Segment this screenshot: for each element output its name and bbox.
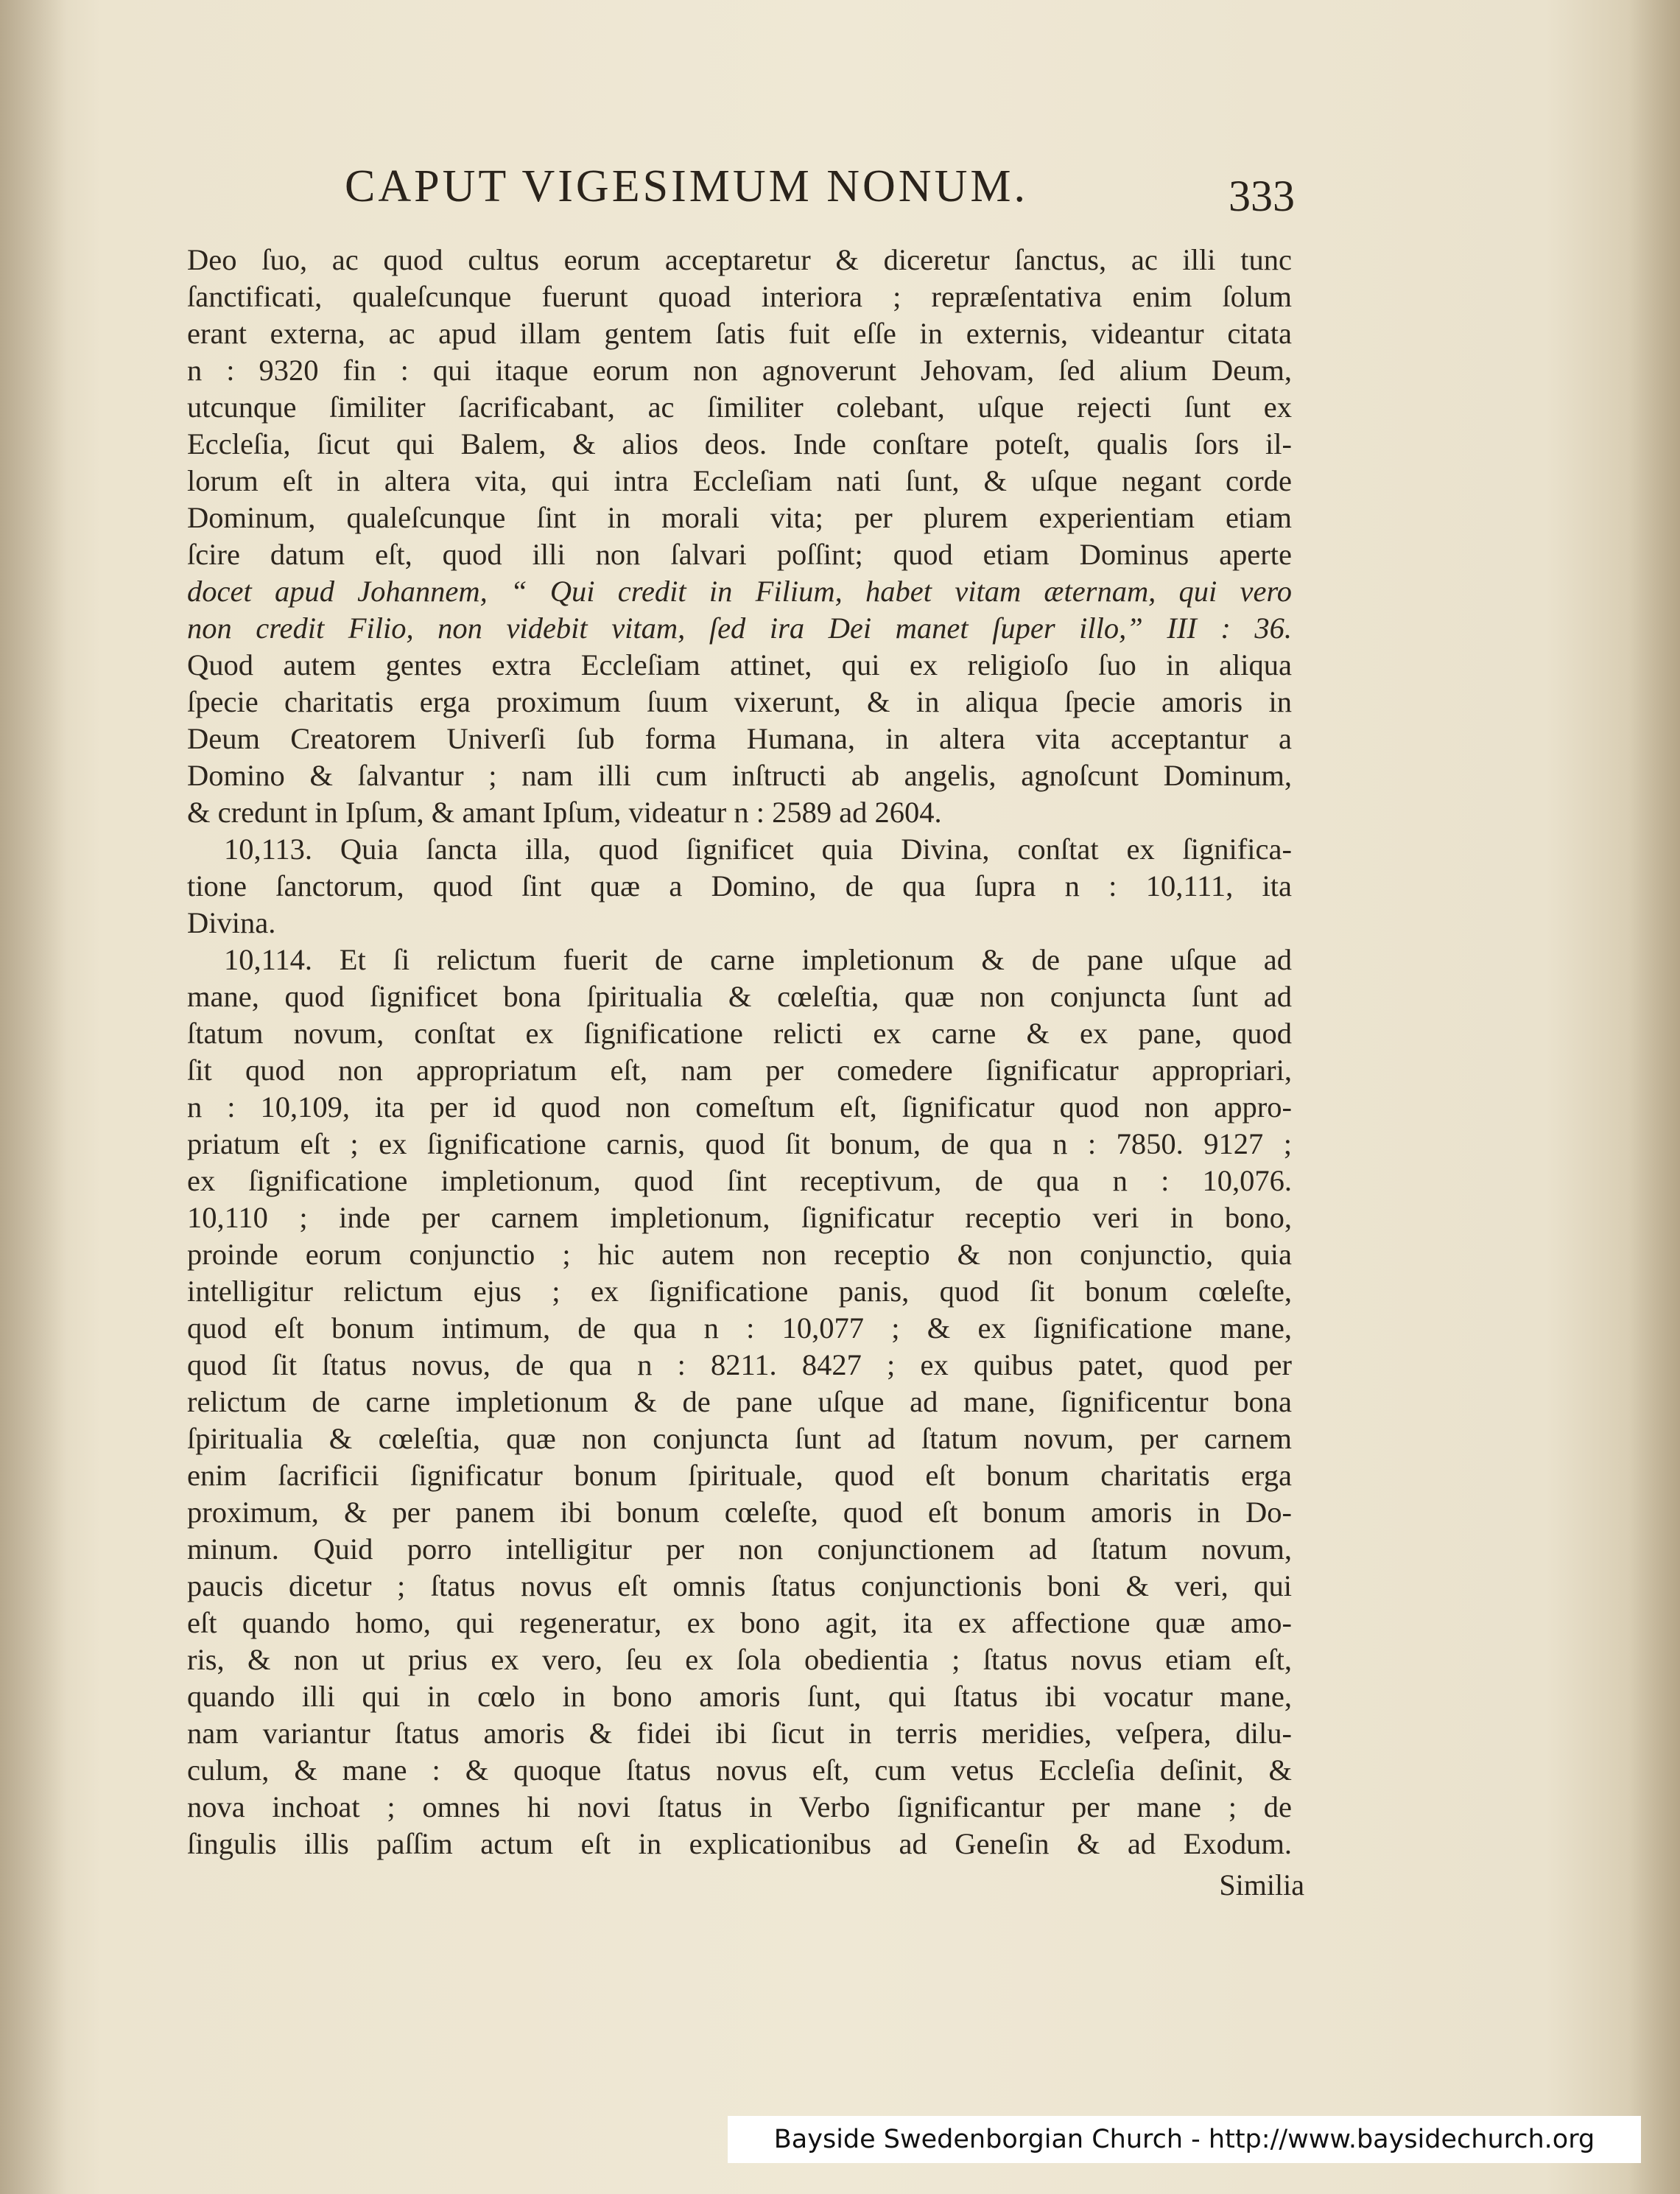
text-line: erant externa, ac apud illam gentem ſatis fuit eſſe in externis, videantur citata [187,317,1292,350]
text-line: Deum Creatorem Univerſi ſub forma Humana, in altera vita acceptantur a [187,722,1292,755]
text-line: Divina. [187,906,276,939]
text-line: & credunt in Ipſum, & amant Ipſum, videatur n : 2589 ad 2604. [187,796,942,829]
text-line: quod eſt bonum intimum, de qua n : 10,077 ; & ex ſignificatione mane, [187,1311,1292,1345]
text-line: mane, quod ſignificet bona ſpiritualia & cœleſtia, quæ non conjuncta ſunt ad [187,980,1292,1013]
text-line: quando illi qui in cœlo in bono amoris ſunt, qui ſtatus ibi vocatur mane, [187,1680,1292,1713]
text-line: proinde eorum conjunctio ; hic autem non receptio & non conjunctio, quia [187,1238,1292,1271]
text-line: ſanctificati, qualeſcunque fuerunt quoad interiora ; repræſentativa enim ſolum [187,280,1292,313]
text-line: proximum, & per panem ibi bonum cœleſte, quod eſt bonum amoris in Do- [187,1496,1292,1529]
text-line: utcunque ſimiliter ſacrificabant, ac ſimiliter colebant, uſque rejecti ſunt ex [187,390,1292,424]
text-line: intelligitur relictum ejus ; ex ſignificatione panis, quod ſit bonum cœleſte, [187,1275,1292,1308]
text-line: ſcire datum eſt, quod illi non ſalvari poſſint; quod etiam Dominus aperte [187,538,1292,571]
text-line: Quod autem gentes extra Eccleſiam attinet, qui ex religioſo ſuo in aliqua [187,648,1292,681]
text-line: 10,113. Quia ſancta illa, quod ſignificet quia Divina, conſtat ex ſignifica- [224,833,1292,866]
text-line: ſingulis illis paſſim actum eſt in explicationibus ad Geneſin & ad Exodum. [187,1827,1292,1860]
text-line: minum. Quid porro intelligitur per non conjunctionem ad ſtatum novum, [187,1532,1292,1566]
text-line: ſtatum novum, conſtat ex ſignificatione relicti ex carne & ex pane, quod [187,1017,1292,1050]
page-number: 333 [1229,172,1295,220]
text-line: 10,114. Et ſi relictum fuerit de carne impletionum & de pane uſque ad [224,943,1292,976]
text-line: ſpecie charitatis erga proximum ſuum vixerunt, & in aliqua ſpecie amoris in [187,685,1292,718]
text-line: nova inchoat ; omnes hi novi ſtatus in Verbo ſignificantur per mane ; de [187,1790,1292,1823]
running-title: CAPUT VIGESIMUM NONUM. [345,161,1028,211]
text-line: Domino & ſalvantur ; nam illi cum inſtructi ab angelis, agnoſcunt Dominum, [187,759,1292,792]
text-line: lorum eſt in altera vita, qui intra Eccleſiam nati ſunt, & uſque negant corde [187,464,1292,497]
spine-shadow [0,0,66,2194]
text-line: non credit Filio, non videbit vitam, ſed ira Dei manet ſuper illo,” III : 36. [187,611,1292,645]
text-line: relictum de carne impletionum & de pane uſque ad mane, ſignificentur bona [187,1385,1292,1418]
text-line: n : 9320 fin : qui itaque eorum non agnoverunt Jehovam, ſed alium Deum, [187,354,1292,387]
page-edge-shadow [1628,0,1680,2194]
watermark-banner: Bayside Swedenborgian Church - http://www.baysidechurch.org [728,2116,1641,2163]
text-line: Deo ſuo, ac quod cultus eorum acceptaretur & diceretur ſanctus, ac illi tunc [187,243,1292,276]
text-line: quod ſit ſtatus novus, de qua n : 8211. 8427 ; ex quibus patet, quod per [187,1348,1292,1381]
text-line: eſt quando homo, qui regeneratur, ex bono agit, ita ex affectione quæ amo- [187,1606,1292,1639]
catchword: Similia [1219,1868,1304,1902]
text-line: ſpiritualia & cœleſtia, quæ non conjuncta ſunt ad ſtatum novum, per carnem [187,1422,1292,1455]
text-line: paucis dicetur ; ſtatus novus eſt omnis ſtatus conjunctionis boni & veri, qui [187,1569,1292,1602]
page-header [345,161,1302,227]
text-line: tione ſanctorum, quod ſint quæ a Domino, de qua ſupra n : 10,111, ita [187,869,1292,903]
text-line: ſit quod non appropriatum eſt, nam per comedere ſignificatur appropriari, [187,1054,1292,1087]
text-line: Dominum, qualeſcunque ſint in morali vita; per plurem experientiam etiam [187,501,1292,534]
text-line: ex ſignificatione impletionum, quod ſint receptivum, de qua n : 10,076. [187,1164,1292,1197]
text-line: nam variantur ſtatus amoris & fidei ibi ſicut in terris meridies, veſpera, dilu- [187,1717,1292,1750]
body-text [187,242,1292,1862]
text-line: culum, & mane : & quoque ſtatus novus eſt, cum vetus Eccleſia deſinit, & [187,1753,1292,1787]
text-line: 10,110 ; inde per carnem impletionum, ſignificatur receptio veri in bono, [187,1201,1292,1234]
text-line: docet apud Johannem, “ Qui credit in Filium, habet vitam æternam, qui vero [187,575,1292,608]
text-line: priatum eſt ; ex ſignificatione carnis, quod ſit bonum, de qua n : 7850. 9127 ; [187,1127,1292,1160]
text-line: n : 10,109, ita per id quod non comeſtum eſt, ſignificatur quod non appro- [187,1090,1292,1124]
text-line: ris, & non ut prius ex vero, ſeu ex ſola obedientia ; ſtatus novus etiam eſt, [187,1643,1292,1676]
text-line: Eccleſia, ſicut qui Balem, & alios deos. Inde conſtare poteſt, qualis ſors il- [187,427,1292,460]
text-line: enim ſacrificii ſignificatur bonum ſpirituale, quod eſt bonum charitatis erga [187,1459,1292,1492]
